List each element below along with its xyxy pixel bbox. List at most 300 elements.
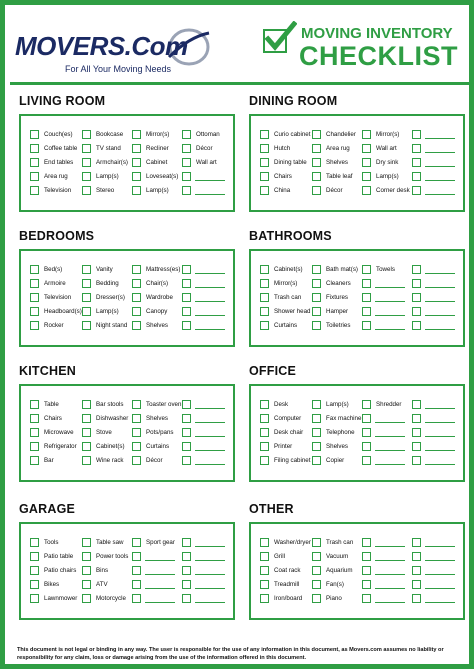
checkbox[interactable] bbox=[260, 552, 269, 561]
checkbox[interactable] bbox=[30, 538, 39, 547]
write-in-line[interactable] bbox=[425, 301, 455, 302]
checkbox[interactable] bbox=[312, 307, 321, 316]
checklist-item bbox=[30, 593, 77, 604]
item-label: Trash can bbox=[274, 294, 302, 301]
write-in-line[interactable] bbox=[375, 329, 405, 330]
checkbox[interactable] bbox=[182, 130, 191, 139]
write-in-line[interactable] bbox=[425, 194, 455, 195]
checkbox[interactable] bbox=[312, 144, 321, 153]
checkbox[interactable] bbox=[412, 186, 421, 195]
checkbox[interactable] bbox=[362, 414, 371, 423]
checkbox[interactable] bbox=[82, 158, 91, 167]
checkbox[interactable] bbox=[412, 594, 421, 603]
checkbox[interactable] bbox=[82, 172, 91, 181]
checkbox[interactable] bbox=[362, 538, 371, 547]
checkbox[interactable] bbox=[30, 293, 39, 302]
checklist-item bbox=[312, 143, 350, 154]
checkbox[interactable] bbox=[182, 442, 191, 451]
item-label: Patio chairs bbox=[44, 567, 77, 574]
checkbox[interactable] bbox=[82, 130, 91, 139]
checkbox[interactable] bbox=[30, 580, 39, 589]
checkbox[interactable] bbox=[260, 186, 269, 195]
blank-item bbox=[412, 157, 455, 168]
checklist-item bbox=[82, 455, 124, 466]
checklist-item bbox=[82, 427, 112, 438]
write-in-line[interactable] bbox=[375, 602, 405, 603]
item-label: Dresser(s) bbox=[96, 294, 125, 301]
blank-item bbox=[182, 565, 225, 576]
checkbox[interactable] bbox=[30, 456, 39, 465]
item-label: Trash can bbox=[326, 539, 354, 546]
checkbox[interactable] bbox=[412, 293, 421, 302]
checkbox[interactable] bbox=[182, 580, 191, 589]
checkbox[interactable] bbox=[132, 538, 141, 547]
write-in-line[interactable] bbox=[425, 138, 455, 139]
checkbox[interactable] bbox=[30, 130, 39, 139]
write-in-line[interactable] bbox=[195, 287, 225, 288]
checkbox[interactable] bbox=[412, 321, 421, 330]
write-in-line[interactable] bbox=[425, 588, 455, 589]
checkbox[interactable] bbox=[82, 279, 91, 288]
checklist-item bbox=[182, 157, 217, 168]
write-in-line[interactable] bbox=[425, 574, 455, 575]
checkbox[interactable] bbox=[182, 538, 191, 547]
blank-item bbox=[182, 441, 225, 452]
item-label: Bedding bbox=[96, 280, 119, 287]
blank-item bbox=[362, 565, 405, 576]
checklist-item bbox=[182, 143, 213, 154]
checkbox[interactable] bbox=[312, 594, 321, 603]
checkbox[interactable] bbox=[132, 307, 141, 316]
checkbox[interactable] bbox=[312, 279, 321, 288]
write-in-line[interactable] bbox=[375, 287, 405, 288]
checkbox[interactable] bbox=[182, 566, 191, 575]
checkbox[interactable] bbox=[82, 442, 91, 451]
blank-item bbox=[412, 455, 455, 466]
section-other bbox=[249, 502, 465, 622]
checkbox[interactable] bbox=[412, 552, 421, 561]
write-in-line[interactable] bbox=[425, 287, 455, 288]
checkbox[interactable] bbox=[312, 172, 321, 181]
write-in-line[interactable] bbox=[425, 329, 455, 330]
checklist-item bbox=[82, 264, 113, 275]
blank-item bbox=[412, 185, 455, 196]
checkbox[interactable] bbox=[362, 307, 371, 316]
item-label: Sport gear bbox=[146, 539, 175, 546]
checkmark-icon bbox=[263, 21, 297, 55]
write-in-line[interactable] bbox=[375, 436, 405, 437]
blank-item bbox=[132, 565, 175, 576]
checkbox[interactable] bbox=[82, 456, 91, 465]
checkbox[interactable] bbox=[182, 594, 191, 603]
blank-item bbox=[362, 579, 405, 590]
checklist-item bbox=[312, 264, 358, 275]
item-label: Wardrobe bbox=[146, 294, 173, 301]
checkbox[interactable] bbox=[312, 552, 321, 561]
section-title: BEDROOMS bbox=[19, 229, 95, 243]
checkbox[interactable] bbox=[30, 158, 39, 167]
item-label: Aquarium bbox=[326, 567, 353, 574]
checkbox[interactable] bbox=[30, 265, 39, 274]
checkbox[interactable] bbox=[132, 265, 141, 274]
checkbox[interactable] bbox=[260, 400, 269, 409]
checkbox[interactable] bbox=[260, 580, 269, 589]
blank-item bbox=[132, 551, 175, 562]
checkbox[interactable] bbox=[132, 428, 141, 437]
checklist-item bbox=[82, 143, 121, 154]
write-in-line[interactable] bbox=[195, 329, 225, 330]
blank-item bbox=[182, 306, 225, 317]
checkbox[interactable] bbox=[132, 594, 141, 603]
checkbox[interactable] bbox=[182, 293, 191, 302]
checkbox[interactable] bbox=[412, 279, 421, 288]
item-label: Vacuum bbox=[326, 553, 349, 560]
checkbox[interactable] bbox=[82, 428, 91, 437]
checkbox[interactable] bbox=[132, 279, 141, 288]
checkbox[interactable] bbox=[182, 265, 191, 274]
write-in-line[interactable] bbox=[425, 273, 455, 274]
checkbox[interactable] bbox=[412, 130, 421, 139]
write-in-line[interactable] bbox=[425, 436, 455, 437]
write-in-line[interactable] bbox=[195, 574, 225, 575]
checkbox[interactable] bbox=[362, 293, 371, 302]
item-label: Power tools bbox=[96, 553, 129, 560]
checkbox[interactable] bbox=[132, 442, 141, 451]
checkbox[interactable] bbox=[132, 321, 141, 330]
checkbox[interactable] bbox=[260, 414, 269, 423]
write-in-line[interactable] bbox=[425, 152, 455, 153]
checkbox[interactable] bbox=[362, 172, 371, 181]
checkbox[interactable] bbox=[30, 186, 39, 195]
checkbox[interactable] bbox=[412, 307, 421, 316]
checkbox[interactable] bbox=[260, 307, 269, 316]
checkbox[interactable] bbox=[30, 279, 39, 288]
checkbox[interactable] bbox=[182, 279, 191, 288]
item-label: Hamper bbox=[326, 308, 349, 315]
checklist-item bbox=[30, 455, 54, 466]
checkbox[interactable] bbox=[182, 307, 191, 316]
item-label: Treadmill bbox=[274, 581, 300, 588]
checkbox[interactable] bbox=[412, 158, 421, 167]
item-label: Loveseat(s) bbox=[146, 173, 179, 180]
write-in-line[interactable] bbox=[195, 560, 225, 561]
checkbox[interactable] bbox=[260, 158, 269, 167]
item-label: Lamp(s) bbox=[96, 308, 119, 315]
checkbox[interactable] bbox=[412, 580, 421, 589]
item-label: Mattress(es) bbox=[146, 266, 181, 273]
checkbox[interactable] bbox=[30, 172, 39, 181]
write-in-line[interactable] bbox=[375, 450, 405, 451]
checkbox[interactable] bbox=[312, 158, 321, 167]
checkbox[interactable] bbox=[82, 265, 91, 274]
checkbox[interactable] bbox=[312, 414, 321, 423]
write-in-line[interactable] bbox=[375, 546, 405, 547]
write-in-line[interactable] bbox=[195, 450, 225, 451]
checkbox[interactable] bbox=[30, 414, 39, 423]
checkbox[interactable] bbox=[132, 158, 141, 167]
checkbox[interactable] bbox=[260, 456, 269, 465]
item-label: Chairs bbox=[274, 173, 292, 180]
checkbox[interactable] bbox=[30, 566, 39, 575]
checkbox[interactable] bbox=[312, 442, 321, 451]
checkbox[interactable] bbox=[82, 566, 91, 575]
checkbox[interactable] bbox=[362, 442, 371, 451]
item-label: China bbox=[274, 187, 291, 194]
item-label: Armoire bbox=[44, 280, 66, 287]
checklist-item bbox=[260, 171, 292, 182]
checkbox[interactable] bbox=[362, 580, 371, 589]
write-in-line[interactable] bbox=[425, 315, 455, 316]
write-in-line[interactable] bbox=[195, 194, 225, 195]
checkbox[interactable] bbox=[312, 186, 321, 195]
write-in-line[interactable] bbox=[425, 560, 455, 561]
checkbox[interactable] bbox=[260, 321, 269, 330]
checklist-item bbox=[260, 399, 288, 410]
checkbox[interactable] bbox=[82, 186, 91, 195]
checkbox[interactable] bbox=[412, 566, 421, 575]
checkbox[interactable] bbox=[30, 400, 39, 409]
write-in-line[interactable] bbox=[375, 315, 405, 316]
item-label: Table bbox=[44, 401, 59, 408]
checkbox[interactable] bbox=[82, 580, 91, 589]
item-label: Décor bbox=[196, 145, 213, 152]
item-label: Toiletries bbox=[326, 322, 351, 329]
checkbox[interactable] bbox=[82, 400, 91, 409]
blank-item bbox=[362, 551, 405, 562]
checkbox[interactable] bbox=[182, 400, 191, 409]
item-label: Stereo bbox=[96, 187, 115, 194]
checkbox[interactable] bbox=[132, 580, 141, 589]
checkbox[interactable] bbox=[82, 293, 91, 302]
checkbox[interactable] bbox=[362, 428, 371, 437]
checkbox[interactable] bbox=[132, 144, 141, 153]
write-in-line[interactable] bbox=[195, 546, 225, 547]
checkbox[interactable] bbox=[362, 158, 371, 167]
checkbox[interactable] bbox=[260, 279, 269, 288]
item-label: Piano bbox=[326, 595, 342, 602]
checkbox[interactable] bbox=[260, 130, 269, 139]
item-label: Desk chair bbox=[274, 429, 304, 436]
checkbox[interactable] bbox=[182, 158, 191, 167]
checkbox[interactable] bbox=[82, 538, 91, 547]
checklist-item bbox=[312, 292, 348, 303]
checkbox[interactable] bbox=[412, 414, 421, 423]
write-in-line[interactable] bbox=[195, 301, 225, 302]
checkbox[interactable] bbox=[260, 265, 269, 274]
checkbox[interactable] bbox=[260, 293, 269, 302]
checkbox[interactable] bbox=[82, 594, 91, 603]
checkbox[interactable] bbox=[312, 130, 321, 139]
blank-item bbox=[132, 593, 175, 604]
checkbox[interactable] bbox=[182, 144, 191, 153]
item-label: Dry sink bbox=[376, 159, 399, 166]
checkbox[interactable] bbox=[132, 293, 141, 302]
checkbox[interactable] bbox=[412, 456, 421, 465]
checkbox[interactable] bbox=[182, 414, 191, 423]
write-in-line[interactable] bbox=[145, 574, 175, 575]
checkbox[interactable] bbox=[82, 552, 91, 561]
checkbox[interactable] bbox=[260, 428, 269, 437]
checklist-item bbox=[260, 129, 310, 140]
checkbox[interactable] bbox=[132, 172, 141, 181]
checkbox[interactable] bbox=[312, 265, 321, 274]
item-label: Lamp(s) bbox=[326, 401, 349, 408]
checkbox[interactable] bbox=[30, 307, 39, 316]
write-in-line[interactable] bbox=[375, 464, 405, 465]
checkbox[interactable] bbox=[182, 321, 191, 330]
write-in-line[interactable] bbox=[195, 464, 225, 465]
write-in-line[interactable] bbox=[375, 560, 405, 561]
checkbox[interactable] bbox=[260, 442, 269, 451]
write-in-line[interactable] bbox=[425, 180, 455, 181]
checkbox[interactable] bbox=[30, 428, 39, 437]
item-label: Lamp(s) bbox=[146, 187, 169, 194]
checkbox[interactable] bbox=[182, 186, 191, 195]
checkbox[interactable] bbox=[312, 580, 321, 589]
checkbox[interactable] bbox=[362, 321, 371, 330]
checkbox[interactable] bbox=[312, 400, 321, 409]
checkbox[interactable] bbox=[362, 456, 371, 465]
checkbox[interactable] bbox=[260, 144, 269, 153]
checkbox[interactable] bbox=[82, 321, 91, 330]
checkbox[interactable] bbox=[260, 566, 269, 575]
checkbox[interactable] bbox=[362, 144, 371, 153]
checkbox[interactable] bbox=[362, 130, 371, 139]
checkbox[interactable] bbox=[412, 172, 421, 181]
item-label: Cleaners bbox=[326, 280, 351, 287]
write-in-line[interactable] bbox=[145, 602, 175, 603]
write-in-line[interactable] bbox=[425, 166, 455, 167]
checkbox[interactable] bbox=[312, 566, 321, 575]
write-in-line[interactable] bbox=[375, 574, 405, 575]
blank-item bbox=[362, 306, 405, 317]
checkbox[interactable] bbox=[412, 538, 421, 547]
checkbox[interactable] bbox=[182, 428, 191, 437]
checkbox[interactable] bbox=[182, 456, 191, 465]
write-in-line[interactable] bbox=[195, 588, 225, 589]
write-in-line[interactable] bbox=[195, 408, 225, 409]
write-in-line[interactable] bbox=[425, 464, 455, 465]
checkbox[interactable] bbox=[132, 400, 141, 409]
checklist-item bbox=[260, 579, 299, 590]
checkbox[interactable] bbox=[30, 442, 39, 451]
checkbox[interactable] bbox=[30, 144, 39, 153]
write-in-line[interactable] bbox=[375, 301, 405, 302]
write-in-line[interactable] bbox=[375, 588, 405, 589]
checkbox[interactable] bbox=[260, 538, 269, 547]
checkbox[interactable] bbox=[132, 414, 141, 423]
checkbox[interactable] bbox=[412, 400, 421, 409]
checkbox[interactable] bbox=[362, 400, 371, 409]
title-checklist: CHECKLIST bbox=[299, 41, 458, 71]
item-label: Bookcase bbox=[96, 131, 124, 138]
checkbox[interactable] bbox=[412, 144, 421, 153]
checkbox[interactable] bbox=[362, 594, 371, 603]
item-label: Bins bbox=[96, 567, 109, 574]
checkbox[interactable] bbox=[30, 594, 39, 603]
checkbox[interactable] bbox=[182, 172, 191, 181]
section-title: KITCHEN bbox=[19, 364, 76, 378]
checkbox[interactable] bbox=[362, 186, 371, 195]
checkbox[interactable] bbox=[312, 428, 321, 437]
checkbox[interactable] bbox=[312, 456, 321, 465]
write-in-line[interactable] bbox=[425, 450, 455, 451]
item-label: Lamp(s) bbox=[376, 173, 399, 180]
blank-item bbox=[182, 593, 225, 604]
blank-item bbox=[182, 579, 225, 590]
checkbox[interactable] bbox=[132, 566, 141, 575]
item-label: Fan(s) bbox=[326, 581, 344, 588]
write-in-line[interactable] bbox=[145, 588, 175, 589]
checkbox[interactable] bbox=[132, 186, 141, 195]
section-box bbox=[19, 114, 235, 212]
write-in-line[interactable] bbox=[195, 602, 225, 603]
item-label: Chandelier bbox=[326, 131, 356, 138]
checkbox[interactable] bbox=[30, 552, 39, 561]
item-label: Computer bbox=[274, 415, 302, 422]
section-box bbox=[19, 384, 235, 482]
checkbox[interactable] bbox=[82, 414, 91, 423]
checkbox[interactable] bbox=[30, 321, 39, 330]
checkbox[interactable] bbox=[362, 279, 371, 288]
checkbox[interactable] bbox=[412, 265, 421, 274]
write-in-line[interactable] bbox=[195, 436, 225, 437]
write-in-line[interactable] bbox=[195, 180, 225, 181]
section-dining-room bbox=[249, 94, 465, 214]
blank-item bbox=[182, 320, 225, 331]
checklist-item bbox=[260, 185, 290, 196]
checklist-item bbox=[260, 292, 301, 303]
write-in-line[interactable] bbox=[425, 546, 455, 547]
blank-item bbox=[182, 185, 225, 196]
write-in-line[interactable] bbox=[425, 602, 455, 603]
write-in-line[interactable] bbox=[375, 422, 405, 423]
checklist-item bbox=[260, 278, 297, 289]
write-in-line[interactable] bbox=[145, 560, 175, 561]
write-in-line[interactable] bbox=[425, 422, 455, 423]
checkbox[interactable] bbox=[412, 428, 421, 437]
write-in-line[interactable] bbox=[425, 408, 455, 409]
checkbox[interactable] bbox=[312, 321, 321, 330]
blank-item bbox=[362, 427, 405, 438]
checkbox[interactable] bbox=[362, 566, 371, 575]
checkbox[interactable] bbox=[312, 293, 321, 302]
checkbox[interactable] bbox=[132, 456, 141, 465]
checkbox[interactable] bbox=[132, 130, 141, 139]
item-label: Table saw bbox=[96, 539, 124, 546]
item-label: Shelves bbox=[146, 322, 169, 329]
checkbox[interactable] bbox=[362, 265, 371, 274]
blank-item bbox=[412, 320, 455, 331]
checkbox[interactable] bbox=[260, 594, 269, 603]
checkbox[interactable] bbox=[362, 552, 371, 561]
write-in-line[interactable] bbox=[195, 315, 225, 316]
write-in-line[interactable] bbox=[195, 273, 225, 274]
checkbox[interactable] bbox=[132, 552, 141, 561]
checkbox[interactable] bbox=[260, 172, 269, 181]
checkbox[interactable] bbox=[182, 552, 191, 561]
checklist-item bbox=[312, 565, 352, 576]
write-in-line[interactable] bbox=[195, 422, 225, 423]
checkbox[interactable] bbox=[82, 144, 91, 153]
checklist-item bbox=[82, 579, 108, 590]
checklist-item bbox=[30, 292, 71, 303]
checkbox[interactable] bbox=[412, 442, 421, 451]
checklist-item bbox=[132, 399, 181, 410]
checklist-item bbox=[132, 413, 168, 424]
checkbox[interactable] bbox=[82, 307, 91, 316]
checkbox[interactable] bbox=[312, 538, 321, 547]
